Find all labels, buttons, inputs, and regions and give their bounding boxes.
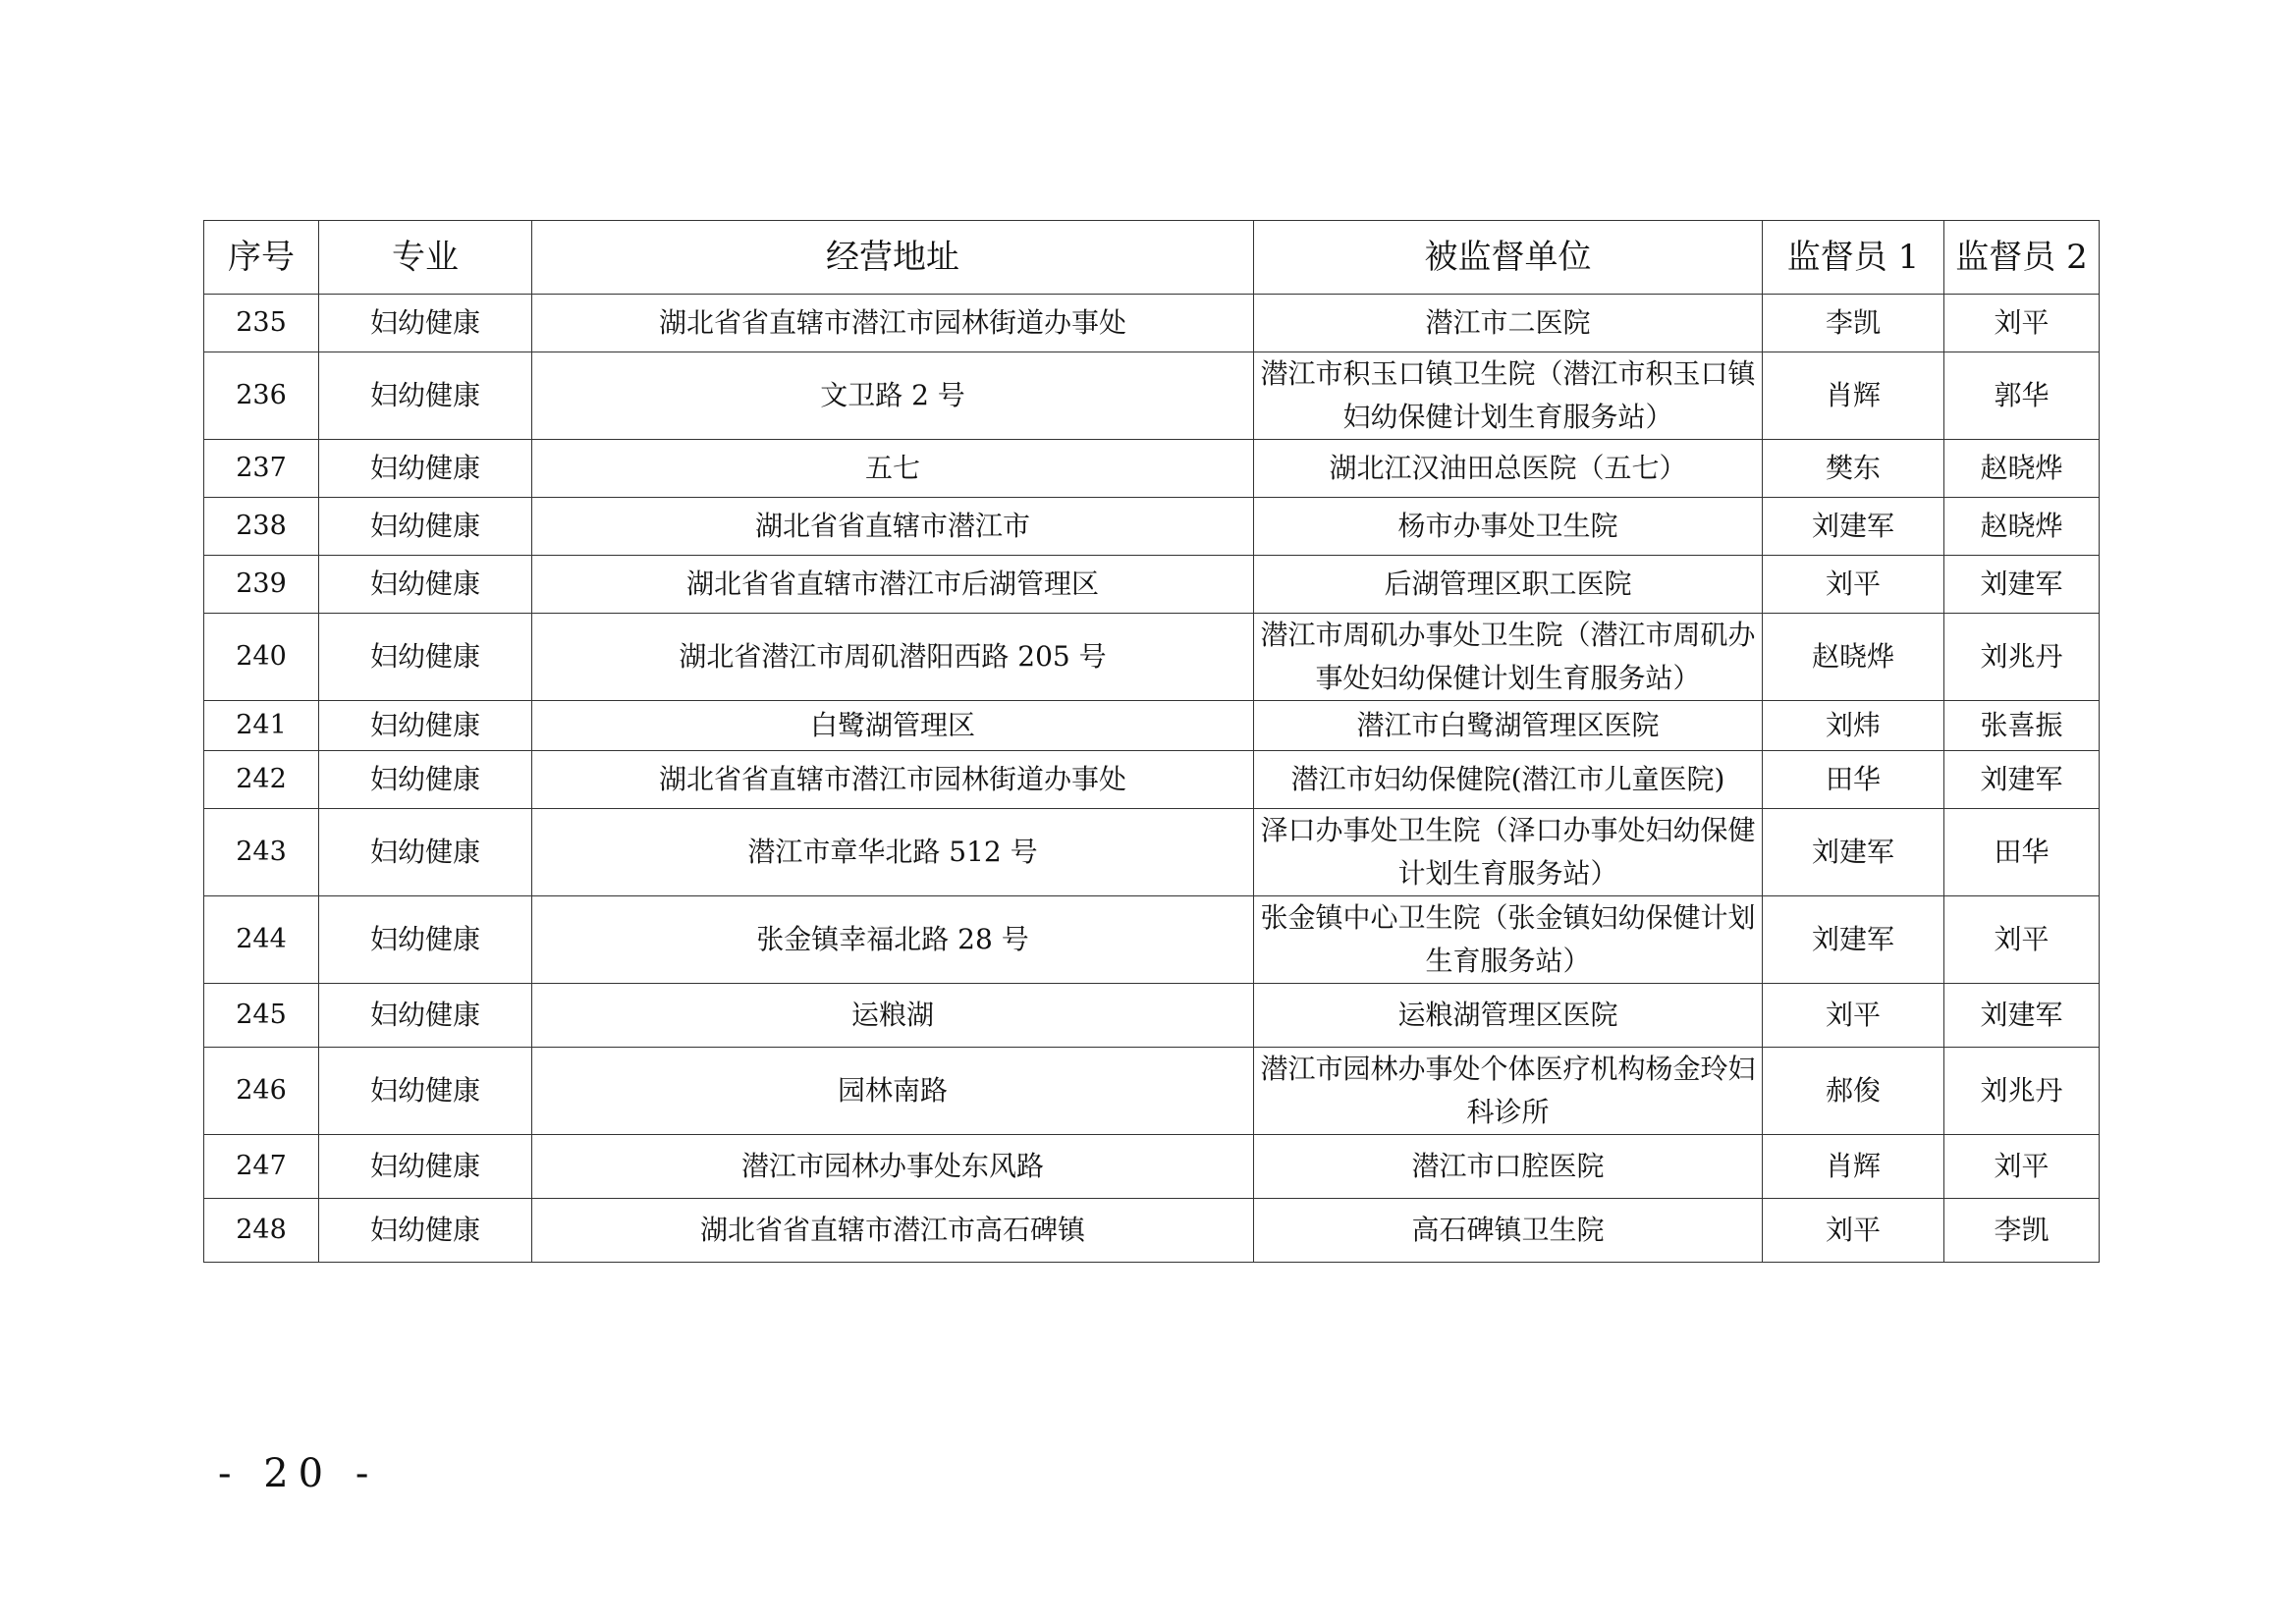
table-row (204, 896, 2100, 984)
cell-unit: 高石碑镇卫生院 (1254, 1199, 1763, 1263)
cell-supervisor-2: 刘平 (1944, 896, 2100, 984)
table-row (204, 1199, 2100, 1263)
cell-unit: 湖北江汉油田总医院（五七） (1254, 440, 1763, 498)
cell-address: 潜江市章华北路 512 号 (532, 809, 1254, 896)
cell-major: 妇幼健康 (319, 1048, 532, 1135)
cell-unit: 潜江市二医院 (1254, 295, 1763, 352)
table-row (204, 440, 2100, 498)
cell-major: 妇幼健康 (319, 556, 532, 614)
cell-address: 湖北省省直辖市潜江市高石碑镇 (532, 1199, 1254, 1263)
cell-supervisor-2: 刘兆丹 (1944, 1048, 2100, 1135)
cell-seq: 236 (204, 352, 319, 440)
cell-address: 张金镇幸福北路 28 号 (532, 896, 1254, 984)
cell-supervisor-2: 李凯 (1944, 1199, 2100, 1263)
cell-supervisor-1: 刘建军 (1763, 896, 1944, 984)
cell-supervisor-2: 张喜振 (1944, 701, 2100, 751)
cell-major: 妇幼健康 (319, 984, 532, 1048)
cell-supervisor-1: 樊东 (1763, 440, 1944, 498)
cell-address: 湖北省省直辖市潜江市园林街道办事处 (532, 295, 1254, 352)
cell-unit: 泽口办事处卫生院（泽口办事处妇幼保健计划生育服务站） (1254, 809, 1763, 896)
cell-major: 妇幼健康 (319, 896, 532, 984)
cell-major: 妇幼健康 (319, 614, 532, 701)
table-row (204, 498, 2100, 556)
cell-supervisor-1: 刘平 (1763, 984, 1944, 1048)
cell-unit: 潜江市白鹭湖管理区医院 (1254, 701, 1763, 751)
cell-supervisor-1: 郝俊 (1763, 1048, 1944, 1135)
cell-seq: 235 (204, 295, 319, 352)
cell-address: 湖北省省直辖市潜江市后湖管理区 (532, 556, 1254, 614)
header-address: 经营地址 (532, 221, 1254, 295)
cell-address: 湖北省省直辖市潜江市园林街道办事处 (532, 751, 1254, 809)
cell-supervisor-1: 田华 (1763, 751, 1944, 809)
cell-supervisor-1: 刘建军 (1763, 809, 1944, 896)
table-header-row (204, 221, 2100, 295)
header-supervisor-2: 监督员 2 (1944, 221, 2100, 295)
supervision-table (203, 220, 2100, 1263)
cell-major: 妇幼健康 (319, 352, 532, 440)
cell-major: 妇幼健康 (319, 751, 532, 809)
table-row (204, 809, 2100, 896)
cell-unit: 后湖管理区职工医院 (1254, 556, 1763, 614)
cell-seq: 242 (204, 751, 319, 809)
cell-supervisor-2: 刘兆丹 (1944, 614, 2100, 701)
cell-unit: 潜江市妇幼保健院(潜江市儿童医院) (1254, 751, 1763, 809)
cell-seq: 238 (204, 498, 319, 556)
cell-major: 妇幼健康 (319, 1135, 532, 1199)
cell-address: 白鹭湖管理区 (532, 701, 1254, 751)
header-supervisor-1: 监督员 1 (1763, 221, 1944, 295)
cell-seq: 247 (204, 1135, 319, 1199)
cell-supervisor-1: 刘炜 (1763, 701, 1944, 751)
table-row (204, 1048, 2100, 1135)
cell-seq: 243 (204, 809, 319, 896)
cell-unit: 潜江市口腔医院 (1254, 1135, 1763, 1199)
cell-supervisor-2: 田华 (1944, 809, 2100, 896)
header-unit: 被监督单位 (1254, 221, 1763, 295)
cell-supervisor-2: 刘平 (1944, 1135, 2100, 1199)
cell-address: 运粮湖 (532, 984, 1254, 1048)
cell-seq: 239 (204, 556, 319, 614)
cell-supervisor-2: 刘建军 (1944, 984, 2100, 1048)
cell-supervisor-1: 刘平 (1763, 556, 1944, 614)
cell-address: 文卫路 2 号 (532, 352, 1254, 440)
table-row (204, 751, 2100, 809)
header-major: 专业 (319, 221, 532, 295)
cell-supervisor-2: 赵晓烨 (1944, 498, 2100, 556)
cell-supervisor-1: 刘建军 (1763, 498, 1944, 556)
cell-unit: 张金镇中心卫生院（张金镇妇幼保健计划生育服务站） (1254, 896, 1763, 984)
cell-unit: 杨市办事处卫生院 (1254, 498, 1763, 556)
table-row (204, 1135, 2100, 1199)
header-seq: 序号 (204, 221, 319, 295)
cell-seq: 245 (204, 984, 319, 1048)
cell-unit: 潜江市园林办事处个体医疗机构杨金玲妇科诊所 (1254, 1048, 1763, 1135)
cell-address: 湖北省潜江市周矶潜阳西路 205 号 (532, 614, 1254, 701)
cell-seq: 248 (204, 1199, 319, 1263)
cell-address: 园林南路 (532, 1048, 1254, 1135)
cell-seq: 244 (204, 896, 319, 984)
cell-supervisor-1: 赵晓烨 (1763, 614, 1944, 701)
cell-unit: 潜江市积玉口镇卫生院（潜江市积玉口镇妇幼保健计划生育服务站） (1254, 352, 1763, 440)
cell-seq: 240 (204, 614, 319, 701)
table-row (204, 984, 2100, 1048)
cell-major: 妇幼健康 (319, 440, 532, 498)
cell-supervisor-2: 刘建军 (1944, 751, 2100, 809)
cell-major: 妇幼健康 (319, 498, 532, 556)
table-row (204, 701, 2100, 751)
cell-supervisor-2: 郭华 (1944, 352, 2100, 440)
cell-major: 妇幼健康 (319, 809, 532, 896)
cell-supervisor-1: 肖辉 (1763, 352, 1944, 440)
cell-supervisor-2: 刘平 (1944, 295, 2100, 352)
cell-address: 湖北省省直辖市潜江市 (532, 498, 1254, 556)
cell-unit: 潜江市周矶办事处卫生院（潜江市周矶办事处妇幼保健计划生育服务站） (1254, 614, 1763, 701)
cell-unit: 运粮湖管理区医院 (1254, 984, 1763, 1048)
cell-supervisor-1: 李凯 (1763, 295, 1944, 352)
table-row (204, 352, 2100, 440)
cell-major: 妇幼健康 (319, 295, 532, 352)
cell-address: 潜江市园林办事处东风路 (532, 1135, 1254, 1199)
cell-major: 妇幼健康 (319, 1199, 532, 1263)
table-row (204, 556, 2100, 614)
cell-supervisor-2: 赵晓烨 (1944, 440, 2100, 498)
cell-address: 五七 (532, 440, 1254, 498)
cell-seq: 246 (204, 1048, 319, 1135)
table-row (204, 614, 2100, 701)
cell-supervisor-1: 肖辉 (1763, 1135, 1944, 1199)
page-number: - 20 - (218, 1451, 379, 1496)
cell-supervisor-1: 刘平 (1763, 1199, 1944, 1263)
cell-seq: 241 (204, 701, 319, 751)
cell-seq: 237 (204, 440, 319, 498)
cell-supervisor-2: 刘建军 (1944, 556, 2100, 614)
table-row (204, 295, 2100, 352)
cell-major: 妇幼健康 (319, 701, 532, 751)
